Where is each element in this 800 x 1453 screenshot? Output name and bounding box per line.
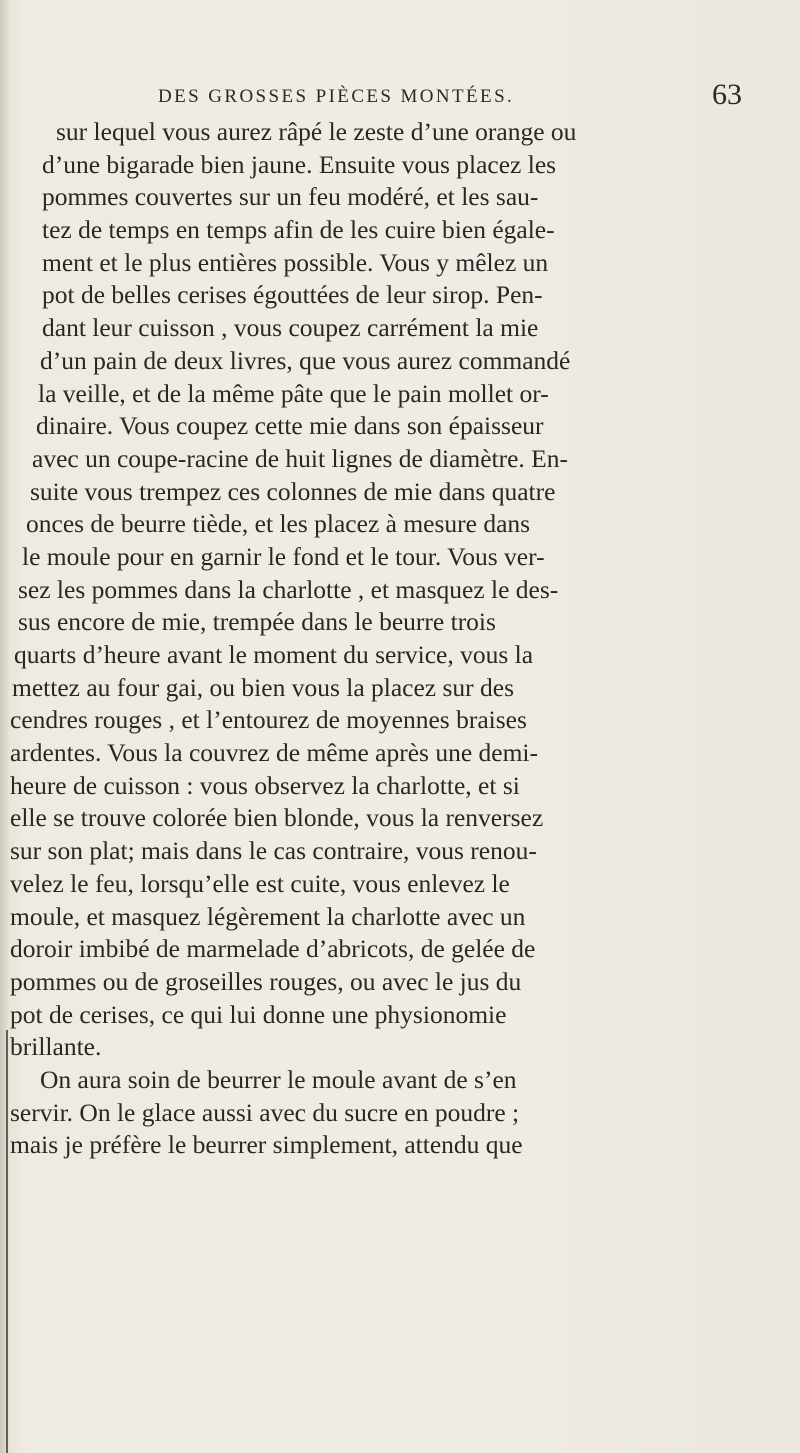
text-line: ment et le plus entières possible. Vous y mêlez un: [42, 247, 549, 277]
binding-gutter-line: [6, 1030, 8, 1453]
text-line: le moule pour en garnir le fond et le tour. Vous ver-: [22, 541, 545, 571]
text-line: servir. On le glace aussi avec du sucre en poudre ;: [10, 1097, 520, 1127]
body-text: [10, 116, 770, 1162]
text-line: mettez au four gai, ou bien vous la placez sur des: [12, 672, 515, 702]
running-title: DES GROSSES PIÈCES MONTÉES.: [158, 86, 515, 107]
text-line: ardentes. Vous la couvrez de même après une demi-: [10, 738, 538, 768]
text-line: onces de beurre tiède, et les placez à mesure dans: [26, 509, 531, 539]
text-line: sur son plat; mais dans le cas contraire, vous renou-: [10, 836, 537, 866]
text-line: avec un coupe-racine de huit lignes de diamètre. En-: [32, 443, 568, 473]
page-header: [0, 74, 800, 114]
text-line: quarts d’heure avant le moment du service, vous la: [14, 640, 534, 669]
text-line: mais je préfère le beurrer simplement, attendu que: [10, 1130, 523, 1160]
text-line: sus encore de mie, trempée dans le beurre trois: [18, 607, 496, 637]
text-line: d’une bigarade bien jaune. Ensuite vous placez les: [42, 149, 557, 179]
text-line: tez de temps en temps afin de les cuire bien égale-: [42, 215, 555, 245]
page-number: 63: [712, 78, 742, 111]
text-line: brillante.: [10, 1032, 102, 1062]
text-line: pot de cerises, ce qui lui donne une physionomie: [10, 999, 507, 1029]
text-line: cendres rouges , et l’entourez de moyennes braises: [10, 705, 527, 735]
text-line: pommes ou de groseilles rouges, ou avec le jus du: [10, 966, 522, 996]
page-left-edge-shadow: [0, 0, 10, 1453]
text-line: d’un pain de deux livres, que vous aurez commandé: [40, 345, 571, 375]
text-line: sur lequel vous aurez râpé le zeste d’une orange ou: [56, 117, 577, 146]
text-line: On aura soin de beurrer le moule avant de s’en: [40, 1064, 517, 1094]
text-line: suite vous trempez ces colonnes de mie dans quatre: [30, 476, 556, 506]
text-line: sez les pommes dans la charlotte , et masquez le des-: [18, 574, 559, 604]
text-line: doroir imbibé de marmelade d’abricots, de gelée de: [10, 934, 536, 964]
text-line: elle se trouve colorée bien blonde, vous la renversez: [10, 803, 544, 833]
text-line: velez le feu, lorsqu’elle est cuite, vous enlevez le: [10, 868, 510, 898]
text-line: la veille, et de la même pâte que le pain mollet or-: [38, 378, 549, 408]
text-line: pot de belles cerises égouttées de leur sirop. Pen-: [42, 280, 543, 310]
text-line: dant leur cuisson , vous coupez carrément la mie: [42, 313, 539, 343]
text-line: moule, et masquez légèrement la charlotte avec un: [10, 901, 526, 931]
text-line: pommes couvertes sur un feu modéré, et les sau-: [42, 182, 539, 212]
text-line: dinaire. Vous coupez cette mie dans son épaisseur: [36, 411, 544, 441]
text-line: heure de cuisson : vous observez la charlotte, et si: [10, 770, 520, 800]
